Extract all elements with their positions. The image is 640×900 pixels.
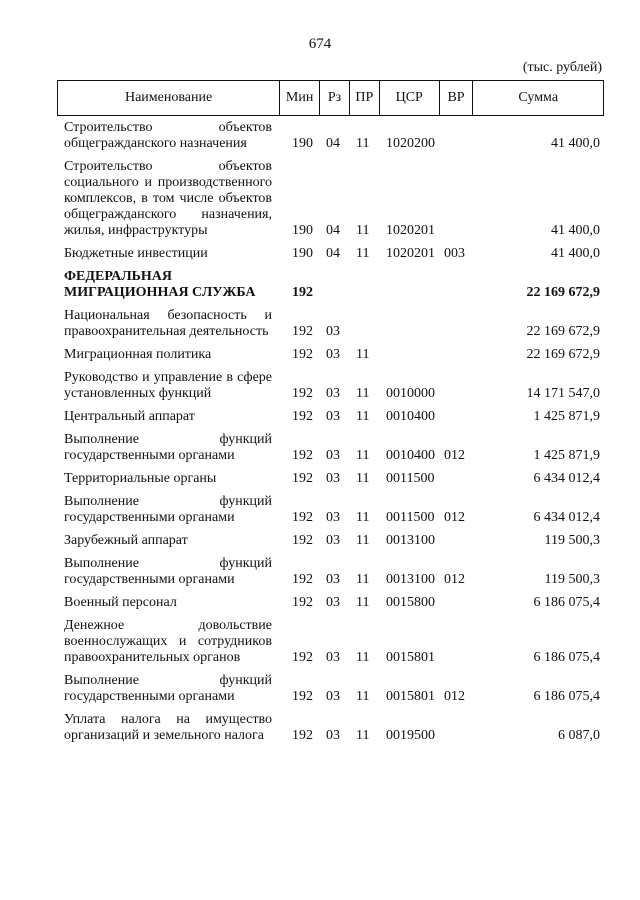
cell-name: Миграционная политика [64, 347, 212, 362]
cell-sum: 41 400,0 [551, 136, 600, 151]
cell-pr: 11 [356, 595, 370, 610]
cell-rz: 04 [326, 246, 340, 261]
cell-csr: 0015801 [386, 650, 435, 665]
cell-name: Выполнение функций государственными органами [64, 494, 272, 525]
cell-sum: 22 169 672,9 [526, 285, 600, 300]
page-number: 674 [308, 36, 332, 52]
cell-rz: 03 [326, 324, 340, 339]
table-row [57, 370, 604, 402]
cell-vr: 012 [444, 448, 465, 463]
cell-rz: 03 [326, 572, 340, 587]
cell-csr: 1020200 [386, 136, 435, 151]
column-header-name: Наименование [58, 81, 280, 115]
cell-pr: 11 [356, 223, 370, 238]
cell-csr: 0010400 [386, 448, 435, 463]
budget-table-body [57, 120, 604, 751]
units-label: (тыс. рублей) [522, 60, 602, 75]
table-row [57, 712, 604, 744]
cell-name: Военный персонал [64, 595, 177, 610]
cell-min: 192 [292, 471, 313, 486]
cell-rz: 04 [326, 136, 340, 151]
cell-min: 192 [292, 510, 313, 525]
cell-name: ФЕДЕРАЛЬНАЯ МИГРАЦИОННАЯ СЛУЖБА [64, 269, 256, 300]
cell-csr: 0013100 [386, 572, 435, 587]
cell-sum: 22 169 672,9 [526, 347, 600, 362]
cell-rz: 03 [326, 689, 340, 704]
cell-pr: 11 [356, 471, 370, 486]
cell-rz: 03 [326, 386, 340, 401]
table-row [57, 246, 604, 262]
table-row [57, 556, 604, 588]
cell-name: Строительство объектов общегражданского назначения [64, 120, 272, 151]
cell-name: Территориальные органы [64, 471, 217, 486]
cell-pr: 11 [356, 728, 370, 743]
cell-name: Денежное довольствие военнослужащих и сотрудников правоохранительных органов [64, 618, 272, 665]
cell-sum: 6 434 012,4 [533, 510, 600, 525]
cell-sum: 119 500,3 [544, 533, 600, 548]
cell-csr: 0013100 [386, 533, 435, 548]
cell-min: 192 [292, 572, 313, 587]
cell-min: 192 [292, 386, 313, 401]
cell-pr: 11 [356, 347, 370, 362]
cell-name: Национальная безопасность и правоохранительная деятельность [64, 308, 272, 339]
cell-csr: 0010400 [386, 409, 435, 424]
table-row [57, 120, 604, 152]
cell-sum: 22 169 672,9 [526, 324, 600, 339]
table-row [57, 308, 604, 340]
cell-name: Выполнение функций государственными органами [64, 673, 272, 704]
cell-pr: 11 [356, 246, 370, 261]
cell-sum: 6 186 075,4 [533, 595, 600, 610]
cell-name: Уплата налога на имущество организаций и земельного налога [64, 712, 272, 743]
table-row [57, 432, 604, 464]
table-row [57, 471, 604, 487]
cell-rz: 03 [326, 650, 340, 665]
cell-rz: 03 [326, 347, 340, 362]
cell-min: 192 [292, 650, 313, 665]
cell-pr: 11 [356, 510, 370, 525]
cell-csr: 0015801 [386, 689, 435, 704]
cell-sum: 6 434 012,4 [533, 471, 600, 486]
cell-min: 190 [292, 136, 313, 151]
cell-rz: 03 [326, 409, 340, 424]
column-header-min: Мин [280, 81, 320, 115]
cell-name: Бюджетные инвестиции [64, 246, 208, 261]
cell-rz: 03 [326, 510, 340, 525]
cell-min: 192 [292, 728, 313, 743]
table-row [57, 159, 604, 239]
cell-sum: 119 500,3 [544, 572, 600, 587]
cell-name: Руководство и управление в сфере установленных функций [64, 370, 272, 401]
cell-sum: 6 186 075,4 [533, 689, 600, 704]
table-row [57, 673, 604, 705]
cell-sum: 6 186 075,4 [533, 650, 600, 665]
cell-vr: 012 [444, 510, 465, 525]
cell-csr: 0011500 [386, 510, 435, 525]
cell-pr: 11 [356, 533, 370, 548]
cell-csr: 1020201 [386, 223, 435, 238]
cell-name: Выполнение функций государственными органами [64, 556, 272, 587]
cell-name: Строительство объектов социального и производственного комплексов, в том числе объектов общегражданского назначения, жилья, инфраструктуры [64, 159, 272, 238]
cell-pr: 11 [356, 650, 370, 665]
cell-rz: 03 [326, 595, 340, 610]
table-row [57, 618, 604, 666]
cell-csr: 0015800 [386, 595, 435, 610]
table-row [57, 269, 604, 301]
cell-rz: 03 [326, 533, 340, 548]
cell-name: Зарубежный аппарат [64, 533, 188, 548]
cell-name: Выполнение функций государственными органами [64, 432, 272, 463]
table-row [57, 533, 604, 549]
column-header-csr: ЦСР [380, 81, 440, 115]
cell-rz: 04 [326, 223, 340, 238]
cell-sum: 41 400,0 [551, 223, 600, 238]
cell-pr: 11 [356, 409, 370, 424]
cell-sum: 6 087,0 [558, 728, 600, 743]
cell-rz: 03 [326, 448, 340, 463]
cell-rz: 03 [326, 728, 340, 743]
cell-min: 192 [292, 689, 313, 704]
cell-name: Центральный аппарат [64, 409, 195, 424]
cell-min: 192 [292, 347, 313, 362]
cell-sum: 41 400,0 [551, 246, 600, 261]
cell-pr: 11 [356, 448, 370, 463]
column-header-rz: Рз [320, 81, 350, 115]
table-row [57, 494, 604, 526]
cell-min: 192 [292, 285, 313, 300]
cell-pr: 11 [356, 572, 370, 587]
table-header [57, 80, 604, 116]
column-header-vr: ВР [440, 81, 474, 115]
cell-sum: 14 171 547,0 [526, 386, 600, 401]
cell-vr: 012 [444, 689, 465, 704]
cell-csr: 0011500 [386, 471, 435, 486]
cell-min: 192 [292, 324, 313, 339]
table-row [57, 347, 604, 363]
cell-rz: 03 [326, 471, 340, 486]
cell-min: 192 [292, 409, 313, 424]
cell-min: 192 [292, 533, 313, 548]
cell-pr: 11 [356, 386, 370, 401]
table-row [57, 595, 604, 611]
cell-min: 192 [292, 448, 313, 463]
cell-min: 192 [292, 595, 313, 610]
cell-vr: 003 [444, 246, 465, 261]
cell-pr: 11 [356, 689, 370, 704]
cell-vr: 012 [444, 572, 465, 587]
cell-min: 190 [292, 246, 313, 261]
cell-pr: 11 [356, 136, 370, 151]
table-row [57, 409, 604, 425]
cell-csr: 0010000 [386, 386, 435, 401]
cell-csr: 0019500 [386, 728, 435, 743]
cell-csr: 1020201 [386, 246, 435, 261]
column-header-sum: Сумма [518, 90, 559, 105]
cell-sum: 1 425 871,9 [533, 409, 600, 424]
cell-min: 190 [292, 223, 313, 238]
cell-sum: 1 425 871,9 [533, 448, 600, 463]
column-header-pr: ПР [350, 81, 380, 115]
